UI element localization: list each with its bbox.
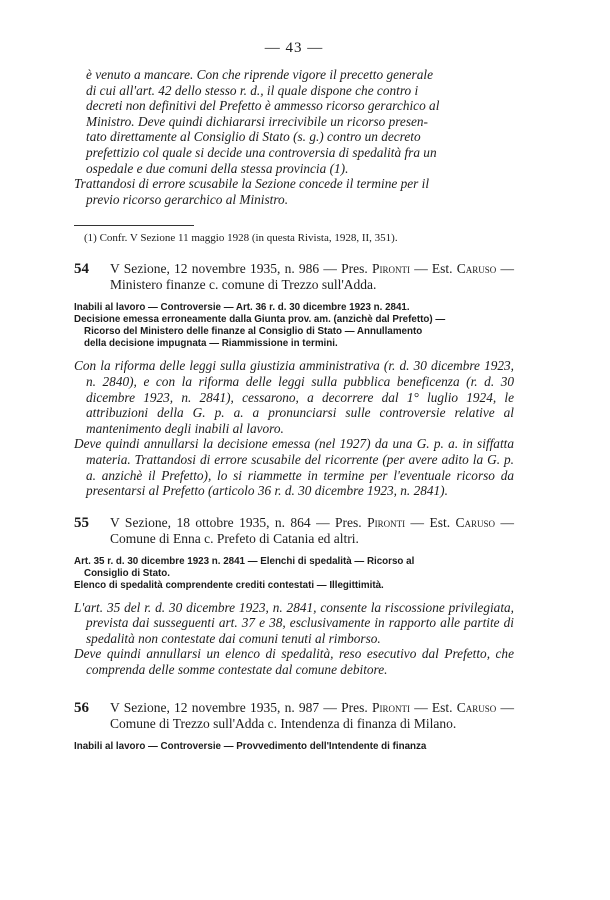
estensore-name: Caruso: [456, 699, 497, 715]
estensore-name: Caruso: [456, 261, 497, 277]
heading-text: — Est.: [409, 699, 457, 715]
entry-number: 56: [74, 699, 89, 716]
entry-55: [74, 515, 514, 547]
heading-text: V Sezione, 18 ottobre 1935, n. 864 — Pres.: [110, 514, 368, 530]
keyword-line: Inabili al lavoro — Controversie — Provvedimento dell'Intendente di finanza: [74, 740, 427, 752]
heading-text: — Comune di Trezzo sull'Adda c. Intendenza di finanza di Milano.: [110, 699, 514, 731]
keyword-line: Inabili al lavoro — Controversie — Art. 36 r. d. 30 dicembre 1923 n. 2841.: [74, 302, 410, 314]
estensore-name: Caruso: [455, 514, 496, 530]
heading-text: V Sezione, 12 novembre 1935, n. 987 — Pres.: [110, 699, 372, 715]
heading-text: — Comune di Enna c. Prefeto di Catania ed altri.: [110, 514, 514, 546]
page-number: — 43 —: [264, 40, 324, 56]
intro-line: Trattandosi di errore scusabile la Sezione concede il termine per il: [74, 176, 430, 192]
keyword-line: della decisione impugnata — Riammissione in termini.: [84, 338, 338, 350]
heading-text: — Est.: [405, 514, 456, 530]
entry-heading: [110, 515, 514, 547]
maxim-paragraph: Con la riforma delle leggi sulla giustizia amministrativa (r. d. 30 dicembre 1923, n. 2840), e con la riforma delle leggi sulla pubblica beneficenza (r. d. 30 dicembre 1923, n. 2841), cessarono, a decorrere dal 1° luglio 1924, le attribuzioni della G. p. a. a pronunciarsi sulle controversie relative al mantenimento degli inabili al lavoro.: [74, 358, 514, 436]
keyword-line: Elenco di spedalità comprendente crediti contestati — Illegittimità.: [74, 579, 384, 591]
intro-line: prefettizio col quale si decide una controversia di spedalità fra un: [86, 144, 437, 160]
keyword-line: Ricorso del Ministero delle finanze al Consiglio di Stato — Annullamento: [84, 326, 423, 338]
keyword-line: Consiglio di Stato.: [84, 567, 170, 579]
maxim-paragraph: Deve quindi annullarsi un elenco di spedalità, reso esecutivo dal Prefetto, che comprenda delle somme contestate dal comune debitore.: [74, 646, 514, 678]
entry-56: [74, 700, 514, 732]
maxim-54: [74, 358, 514, 498]
intro-paragraph: [74, 67, 514, 207]
intro-line: è venuto a mancare. Con che riprende vigore il precetto generale: [86, 67, 433, 82]
heading-text: V Sezione, 12 novembre 1935, n. 986 — Pres.: [110, 261, 372, 277]
heading-text: — Ministero finanze c. comune di Trezzo sull'Adda.: [110, 261, 514, 293]
intro-line: decreti non definitivi del Prefetto è ammesso ricorso gerarchico al: [86, 98, 440, 114]
keywords-55: [74, 556, 514, 592]
keywords-56: [74, 741, 514, 753]
keyword-line: Decisione emessa erroneamente dalla Giunta prov. am. (anzichè dal Prefetto) —: [74, 314, 446, 326]
entry-heading: [110, 700, 514, 732]
entry-54: [74, 261, 514, 293]
entry-heading: [110, 261, 514, 293]
intro-line: tato direttamente al Consiglio di Stato (s. g.) contro un decreto: [86, 129, 421, 145]
maxim-55: [74, 600, 514, 678]
footnote: (1) Confr. V Sezione 11 maggio 1928 (in questa Rivista, 1928, II, 351).: [84, 232, 398, 245]
president-name: Pironti: [367, 514, 406, 530]
intro-line: di cui all'art. 42 dello stesso r. d., il quale dispone che contro i: [86, 82, 419, 98]
keyword-line: Art. 35 r. d. 30 dicembre 1923 n. 2841 — Elenchi di spedalità — Ricorso al: [74, 555, 415, 567]
page: [74, 40, 514, 761]
intro-line: previo ricorso gerarchico al Ministro.: [86, 191, 289, 207]
footnote-rule: [74, 225, 194, 226]
president-name: Pironti: [371, 699, 410, 715]
intro-line: ospedale e due comuni della stessa provincia (1).: [86, 160, 349, 176]
intro-line: Ministro. Deve quindi dichiararsi irrecivibile un ricorso presen-: [86, 113, 428, 129]
president-name: Pironti: [371, 261, 410, 277]
maxim-paragraph: L'art. 35 del r. d. 30 dicembre 1923, n. 2841, consente la riscossione privilegiata, prevista dai susseguenti art. 37 e 38, esclusivamente in rapporto alle partite di spedalità non contestate dai comuni tenuti al rimborso.: [74, 599, 514, 646]
entry-number: 55: [74, 514, 89, 531]
keywords-54: [74, 302, 514, 350]
heading-text: — Est.: [409, 261, 457, 277]
maxim-paragraph: Deve quindi annullarsi la decisione emessa (nel 1927) da una G. p. a. in siffatta materia. Trattandosi di errore scusabile del ricorrente (per avere adito la G. p. a. anzichè il Prefetto), lo si riammette in termine per l'eventuale ricorso da presentarsi al Prefetto (articolo 36 r. d. 30 dicembre 1923, n. 2841).: [74, 436, 514, 499]
entry-number: 54: [74, 261, 89, 278]
